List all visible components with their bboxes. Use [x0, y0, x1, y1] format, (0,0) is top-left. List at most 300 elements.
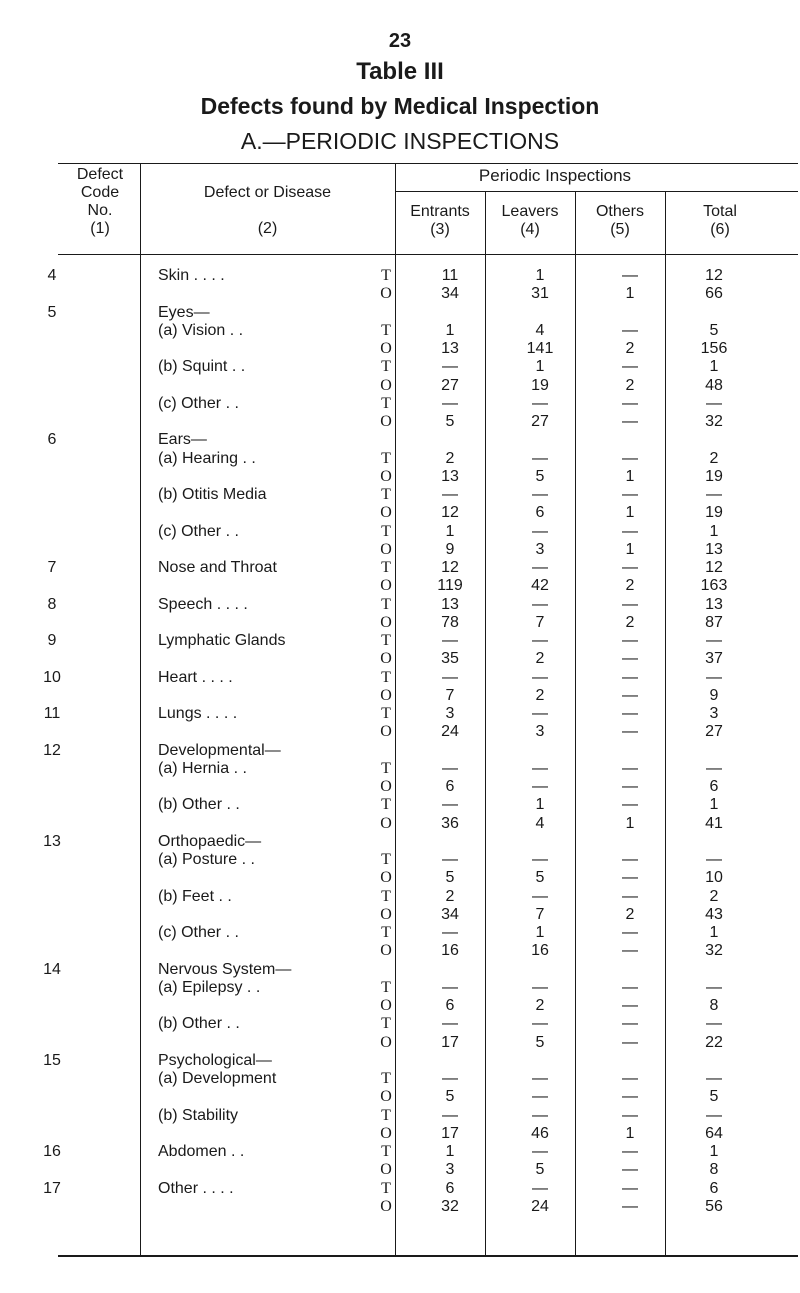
total-cell: 9 — [709, 686, 719, 704]
entrants-cell: 119 — [437, 577, 463, 595]
entrants-cell: — — [442, 796, 458, 814]
others-cell: 1 — [625, 504, 635, 522]
others-cell: — — [622, 413, 638, 430]
total-cell: 1 — [709, 796, 719, 814]
leavers-cell: — — [532, 559, 548, 576]
t-o-cell: O — [380, 340, 392, 357]
others-cell: — — [622, 632, 638, 649]
defect-name-cell: Nose and Throat — [158, 559, 277, 576]
table-row — [0, 1070, 800, 1088]
entrants-cell: 27 — [441, 376, 459, 394]
others-cell: — — [622, 1015, 638, 1033]
entrants-cell: 7 — [445, 686, 455, 704]
leavers-cell: 7 — [535, 613, 545, 631]
header-defect-code: Defect Code No. (1) — [76, 166, 124, 237]
leavers-cell: 6 — [535, 504, 545, 522]
entrants-cell: 1 — [445, 522, 455, 540]
total-cell: 43 — [705, 905, 723, 923]
entrants-cell: 1 — [445, 1143, 455, 1160]
table-row — [0, 413, 800, 431]
total-cell: 1 — [709, 1143, 719, 1160]
header-defect-disease: Defect or Disease (2) — [203, 184, 332, 237]
total-cell: 3 — [709, 705, 719, 722]
total-cell: 2 — [709, 449, 719, 467]
t-o-cell: T — [381, 1015, 391, 1033]
defect-code-cell: 9 — [47, 632, 57, 649]
t-o-cell: T — [381, 796, 391, 814]
table-row — [0, 942, 800, 960]
leavers-cell: 2 — [535, 997, 545, 1014]
defect-name-cell: (a) Vision . . — [158, 321, 244, 339]
entrants-cell: 34 — [441, 905, 459, 923]
t-o-cell: T — [381, 1070, 391, 1087]
entrants-cell: — — [442, 759, 458, 777]
header-entrants: Entrants (3) — [410, 203, 470, 238]
table-row — [0, 632, 800, 650]
t-o-cell: O — [380, 686, 392, 704]
others-cell: — — [622, 650, 638, 668]
others-cell: — — [622, 486, 638, 503]
t-o-cell: T — [381, 851, 391, 868]
table-row — [0, 450, 800, 468]
table-row — [0, 979, 800, 997]
entrants-cell: 1 — [445, 321, 455, 339]
total-cell: 163 — [700, 577, 728, 595]
t-o-cell: T — [381, 321, 391, 339]
leavers-cell: 5 — [535, 1161, 545, 1179]
total-cell: 56 — [705, 1197, 723, 1215]
table-row — [0, 1198, 800, 1216]
t-o-cell: T — [381, 559, 391, 576]
table-row — [0, 340, 800, 358]
others-cell: — — [622, 759, 638, 777]
leavers-cell: — — [532, 522, 548, 540]
leavers-cell: 3 — [535, 540, 545, 558]
entrants-cell: 13 — [441, 340, 459, 357]
leavers-cell: 1 — [535, 267, 545, 284]
others-cell: 2 — [625, 340, 635, 357]
table-row — [0, 778, 800, 796]
entrants-cell: — — [442, 632, 458, 649]
t-o-cell: T — [381, 595, 391, 613]
others-cell: 2 — [625, 577, 635, 595]
table-row — [0, 596, 800, 614]
entrants-cell: — — [442, 668, 458, 686]
entrants-cell: 32 — [441, 1197, 459, 1215]
leavers-cell: — — [532, 394, 548, 412]
others-cell: — — [622, 449, 638, 467]
defect-name-cell: Eyes— — [158, 303, 210, 321]
entrants-cell: 13 — [441, 467, 459, 485]
defect-name-cell: (b) Other . . — [158, 1015, 240, 1033]
leavers-cell: 19 — [531, 376, 549, 394]
t-o-cell: T — [381, 1143, 391, 1160]
defect-code-cell: 16 — [43, 1143, 61, 1160]
defect-name-cell: (a) Posture . . — [158, 851, 255, 868]
total-cell: — — [706, 1015, 722, 1033]
total-cell: 19 — [705, 504, 723, 522]
others-cell: — — [622, 358, 638, 376]
others-cell: — — [622, 1088, 638, 1106]
total-cell: 5 — [709, 1088, 719, 1106]
defect-name-cell: Skin . . . . — [158, 267, 225, 284]
entrants-cell: 24 — [441, 723, 459, 741]
total-cell: — — [706, 1070, 722, 1087]
leavers-cell: — — [532, 486, 548, 503]
leavers-cell: 4 — [535, 321, 545, 339]
entrants-cell: — — [442, 1070, 458, 1087]
defect-name-cell: Heart . . . . — [158, 668, 233, 686]
others-cell: — — [622, 1143, 638, 1160]
entrants-cell: 9 — [445, 540, 455, 558]
leavers-cell: 4 — [535, 814, 545, 832]
defect-name-cell: (c) Other . . — [158, 394, 239, 412]
defect-name-cell: (b) Stability — [158, 1106, 239, 1124]
total-cell: — — [706, 632, 722, 649]
defect-name-cell: (b) Otitis Media — [158, 486, 267, 503]
header-bottom-rule — [58, 254, 798, 255]
entrants-cell: 11 — [441, 267, 459, 284]
t-o-cell: O — [380, 905, 392, 923]
t-o-cell: T — [381, 394, 391, 412]
others-cell: — — [622, 1179, 638, 1197]
others-cell: — — [622, 595, 638, 613]
others-cell: — — [622, 924, 638, 941]
t-o-cell: O — [380, 942, 392, 960]
table-row — [0, 1125, 800, 1143]
table-row — [0, 815, 800, 833]
total-cell: 5 — [709, 321, 719, 339]
leavers-cell: — — [532, 705, 548, 722]
total-cell: 1 — [709, 924, 719, 941]
leavers-cell: 1 — [535, 796, 545, 814]
table-row — [0, 267, 800, 285]
defect-name-cell: Nervous System— — [158, 960, 292, 978]
others-cell: — — [622, 686, 638, 704]
leavers-cell: 5 — [535, 467, 545, 485]
table-row — [0, 851, 800, 869]
table-row — [0, 614, 800, 632]
entrants-cell: — — [442, 358, 458, 376]
entrants-cell: — — [442, 924, 458, 941]
table-row — [0, 723, 800, 741]
defect-code-cell: 12 — [43, 741, 61, 759]
leavers-cell: 5 — [535, 869, 545, 887]
t-o-cell: O — [380, 1088, 392, 1106]
total-cell: 22 — [705, 1033, 723, 1051]
others-cell: — — [622, 997, 638, 1014]
leavers-cell: — — [532, 1143, 548, 1160]
table-row — [0, 669, 800, 687]
table-row — [0, 833, 800, 851]
leavers-cell: 2 — [535, 686, 545, 704]
defect-name-cell: Orthopaedic— — [158, 832, 262, 850]
entrants-cell: 3 — [445, 705, 455, 722]
others-cell: 1 — [625, 1124, 635, 1142]
table-row — [0, 742, 800, 760]
leavers-cell: 46 — [531, 1124, 549, 1142]
leavers-cell: 42 — [531, 577, 549, 595]
total-cell: 37 — [705, 650, 723, 668]
table-row — [0, 541, 800, 559]
others-cell: — — [622, 1070, 638, 1087]
entrants-cell: 2 — [445, 449, 455, 467]
entrants-cell: 2 — [445, 887, 455, 905]
table-row — [0, 1015, 800, 1033]
t-o-cell: O — [380, 778, 392, 795]
defect-code-cell: 17 — [43, 1179, 61, 1197]
defect-code-cell: 15 — [43, 1051, 61, 1069]
others-cell: 2 — [625, 376, 635, 394]
others-cell: — — [622, 778, 638, 795]
t-o-cell: O — [380, 869, 392, 887]
leavers-cell: — — [532, 668, 548, 686]
defect-name-cell: Psychological— — [158, 1051, 272, 1069]
t-o-cell: O — [380, 376, 392, 394]
total-cell: 156 — [700, 340, 728, 357]
total-cell: 6 — [709, 1179, 719, 1197]
entrants-cell: 12 — [441, 559, 459, 576]
t-o-cell: O — [380, 285, 392, 303]
table-row — [0, 285, 800, 303]
table-row — [0, 504, 800, 522]
defect-name-cell: (c) Other . . — [158, 924, 239, 941]
table-row — [0, 358, 800, 376]
t-o-cell: O — [380, 540, 392, 558]
t-o-cell: O — [380, 467, 392, 485]
table-row — [0, 705, 800, 723]
t-o-cell: T — [381, 486, 391, 503]
defect-code-cell: 13 — [43, 832, 61, 850]
leavers-cell: — — [532, 1106, 548, 1124]
table-row — [0, 1052, 800, 1070]
header-others: Others (5) — [595, 203, 644, 238]
leavers-cell: — — [532, 1179, 548, 1197]
total-cell: 66 — [705, 285, 723, 303]
entrants-cell: 78 — [441, 613, 459, 631]
others-cell: 1 — [625, 814, 635, 832]
t-o-cell: O — [380, 997, 392, 1014]
others-cell: — — [622, 851, 638, 868]
entrants-cell: 34 — [441, 285, 459, 303]
total-cell: — — [706, 668, 722, 686]
defect-name-cell: (a) Development — [158, 1070, 277, 1087]
t-o-cell: O — [380, 1124, 392, 1142]
table-row — [0, 760, 800, 778]
total-cell: 13 — [705, 540, 723, 558]
entrants-cell: — — [442, 851, 458, 868]
table-row — [0, 924, 800, 942]
table-row — [0, 322, 800, 340]
total-cell: — — [706, 759, 722, 777]
defect-name-cell: Lungs . . . . — [158, 705, 238, 722]
t-o-cell: O — [380, 1197, 392, 1215]
header-total: Total (6) — [703, 203, 737, 238]
table-row — [0, 888, 800, 906]
total-cell: 2 — [709, 887, 719, 905]
entrants-cell: 3 — [445, 1161, 455, 1179]
t-o-cell: O — [380, 814, 392, 832]
entrants-cell: — — [442, 394, 458, 412]
header-periodic-inspections: Periodic Inspections — [478, 166, 632, 185]
t-o-cell: T — [381, 632, 391, 649]
total-cell: 6 — [709, 778, 719, 795]
leavers-cell: 27 — [531, 413, 549, 430]
defect-name-cell: (b) Other . . — [158, 796, 240, 814]
t-o-cell: O — [380, 1033, 392, 1051]
others-cell: — — [622, 1161, 638, 1179]
others-cell: — — [622, 394, 638, 412]
total-cell: — — [706, 1106, 722, 1124]
table-bottom-rule — [58, 1255, 798, 1257]
total-cell: — — [706, 486, 722, 503]
others-cell: — — [622, 559, 638, 576]
entrants-cell: 6 — [445, 997, 455, 1014]
defect-name-cell: (b) Squint . . — [158, 358, 246, 376]
table-row — [0, 1180, 800, 1198]
table-row — [0, 1107, 800, 1125]
others-cell: 2 — [625, 613, 635, 631]
t-o-cell: O — [380, 613, 392, 631]
leavers-cell: 31 — [531, 285, 549, 303]
t-o-cell: T — [381, 978, 391, 996]
leavers-cell: 141 — [526, 340, 554, 357]
defect-name-cell: Speech . . . . — [158, 595, 248, 613]
entrants-cell: 17 — [441, 1124, 459, 1142]
leavers-cell: 2 — [535, 650, 545, 668]
others-cell: — — [622, 668, 638, 686]
others-cell: — — [622, 978, 638, 996]
total-cell: 12 — [705, 267, 723, 284]
table-row — [0, 796, 800, 814]
t-o-cell: T — [381, 267, 391, 284]
total-cell: 8 — [709, 1161, 719, 1179]
others-cell: — — [622, 796, 638, 814]
table-row — [0, 559, 800, 577]
defect-name-cell: Ears— — [158, 431, 207, 449]
total-cell: 32 — [705, 413, 723, 430]
t-o-cell: T — [381, 759, 391, 777]
t-o-cell: T — [381, 887, 391, 905]
total-cell: 1 — [709, 522, 719, 540]
entrants-cell: 17 — [441, 1033, 459, 1051]
periodic-subheader-rule — [395, 191, 798, 192]
defect-code-cell: 14 — [43, 960, 61, 978]
others-cell: — — [622, 887, 638, 905]
total-cell: 13 — [705, 595, 723, 613]
table-row — [0, 577, 800, 595]
table-row — [0, 1161, 800, 1179]
total-cell: 48 — [705, 376, 723, 394]
entrants-cell: — — [442, 486, 458, 503]
total-cell: 41 — [705, 814, 723, 832]
total-cell: 12 — [705, 559, 723, 576]
others-cell: — — [622, 705, 638, 722]
t-o-cell: O — [380, 723, 392, 741]
entrants-cell: 13 — [441, 595, 459, 613]
t-o-cell: T — [381, 358, 391, 376]
t-o-cell: T — [381, 522, 391, 540]
table-row — [0, 869, 800, 887]
table-row — [0, 523, 800, 541]
total-cell: 10 — [705, 869, 723, 887]
defect-code-cell: 4 — [47, 267, 57, 284]
others-cell: 1 — [625, 285, 635, 303]
total-cell: 27 — [705, 723, 723, 741]
leavers-cell: — — [532, 978, 548, 996]
total-cell: — — [706, 394, 722, 412]
defect-code-cell: 6 — [47, 431, 57, 449]
total-cell: 64 — [705, 1124, 723, 1142]
defect-name-cell: Abdomen . . — [158, 1143, 245, 1160]
defect-name-cell: (c) Other . . — [158, 522, 239, 540]
total-cell: 87 — [705, 613, 723, 631]
entrants-cell: 5 — [445, 869, 455, 887]
defect-name-cell: (b) Feet . . — [158, 887, 232, 905]
defect-name-cell: Other . . . . — [158, 1179, 234, 1197]
table-subtitle: Defects found by Medical Inspection — [200, 93, 600, 119]
leavers-cell: 5 — [535, 1033, 545, 1051]
defect-name-cell: (a) Hearing . . — [158, 449, 256, 467]
entrants-cell: — — [442, 1106, 458, 1124]
leavers-cell: 1 — [535, 924, 545, 941]
t-o-cell: O — [380, 1161, 392, 1179]
header-leavers: Leavers (4) — [501, 203, 559, 238]
others-cell: 1 — [625, 467, 635, 485]
entrants-cell: 36 — [441, 814, 459, 832]
t-o-cell: T — [381, 705, 391, 722]
total-cell: 8 — [709, 997, 719, 1014]
table-row — [0, 395, 800, 413]
others-cell: — — [622, 522, 638, 540]
t-o-cell: O — [380, 650, 392, 668]
table-row — [0, 486, 800, 504]
leavers-cell: — — [532, 759, 548, 777]
t-o-cell: T — [381, 1179, 391, 1197]
others-cell: — — [622, 1197, 638, 1215]
table-row — [0, 1143, 800, 1161]
table-row — [0, 650, 800, 668]
leavers-cell: — — [532, 1088, 548, 1106]
others-cell: — — [622, 1106, 638, 1124]
leavers-cell: — — [532, 887, 548, 905]
table-row — [0, 997, 800, 1015]
table-top-rule — [58, 163, 798, 164]
leavers-cell: 3 — [535, 723, 545, 741]
entrants-cell: 16 — [441, 942, 459, 960]
leavers-cell: — — [532, 851, 548, 868]
others-cell: — — [622, 267, 638, 284]
table-row — [0, 961, 800, 979]
defect-code-cell: 5 — [47, 303, 57, 321]
total-cell: 1 — [709, 358, 719, 376]
entrants-cell: — — [442, 1015, 458, 1033]
entrants-cell: 6 — [445, 1179, 455, 1197]
leavers-cell: — — [532, 1015, 548, 1033]
table-title: Table III — [356, 58, 444, 85]
defect-name-cell: Developmental— — [158, 741, 281, 759]
page-number: 23 — [388, 30, 412, 52]
section-heading: A.—PERIODIC INSPECTIONS — [240, 128, 560, 154]
t-o-cell: O — [380, 504, 392, 522]
defect-code-cell: 7 — [47, 559, 57, 576]
total-cell: 32 — [705, 942, 723, 960]
leavers-cell: — — [532, 595, 548, 613]
others-cell: — — [622, 321, 638, 339]
t-o-cell: T — [381, 668, 391, 686]
entrants-cell: 5 — [445, 1088, 455, 1106]
total-cell: — — [706, 851, 722, 868]
